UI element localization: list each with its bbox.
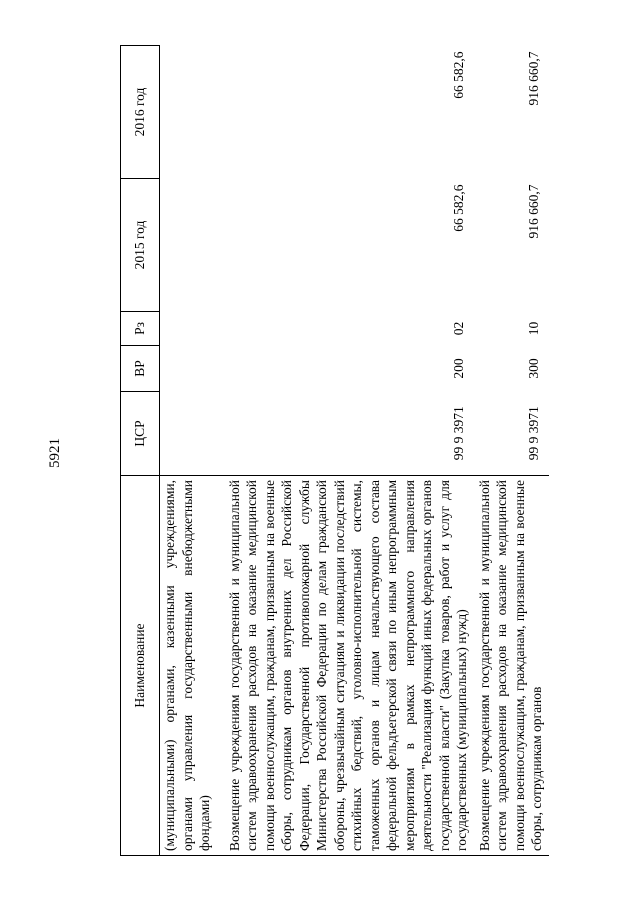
header-2016: 2016 год [121,46,160,179]
budget-table [120,45,549,856]
row-name: Возмещение учреждениям государственной и муниципальной систем здравоохранения расходов на оказание медицинской помощи военнослужащим, гражданам, призванным на военные сборы, сотрудникам органов внутренних дел Российской Федерации, Государственной противопожарной службы Министерства Российской Федерации по делам гражданской обороны, чрезвычайным ситуациям и ликвидации последствий стихийных бедствий, уголовно-исполнительной системы, таможенных органов и лицам начальствующего состава федеральной фельдъегерской связи по иным непрограммным мероприятиям в рамках непрограммного направления деятельности "Реализация функций иных федеральных органов государственной власти" (Закупка товаров, работ и услуг для государственных (муниципальных) нужд) [224,476,474,856]
page-number: 5921 [47,438,63,468]
row-2015: 66 582,6 [451,184,466,232]
row-2015 [160,179,224,312]
row-2016 [160,46,224,179]
budget-table-sheet [120,46,605,856]
row-csr [160,392,224,476]
row-2016: 916 660,7 [526,51,541,106]
row-name: (муниципальными) органами, казенными учреждениями, органами управления государственными внебюджетными фондами) [160,476,224,856]
row-rz: 02 [451,321,466,336]
header-vr: ВР [121,346,160,392]
row-name: Возмещение учреждениям государственной и муниципальной систем здравоохранения расходов на оказание медицинской помощи военнослужащим, гражданам, призванным на военные сборы, сотрудникам органов [474,476,549,856]
header-csr: ЦСР [121,392,160,476]
row-vr: 300 [526,358,541,379]
header-name: Наименование [121,476,160,856]
row-csr: 99 9 3971 [451,406,466,461]
table-row [474,46,549,856]
header-rz: Рз [121,312,160,346]
table-header-row [121,46,160,856]
table-row [224,46,474,856]
row-vr: 200 [451,358,466,379]
header-2015: 2015 год [121,179,160,312]
row-rz: 10 [526,321,541,336]
row-2016: 66 582,6 [451,51,466,99]
row-rz [160,312,224,346]
row-2015: 916 660,7 [526,184,541,239]
row-vr [160,346,224,392]
table-row [160,46,224,856]
row-csr: 99 9 3971 [526,406,541,461]
